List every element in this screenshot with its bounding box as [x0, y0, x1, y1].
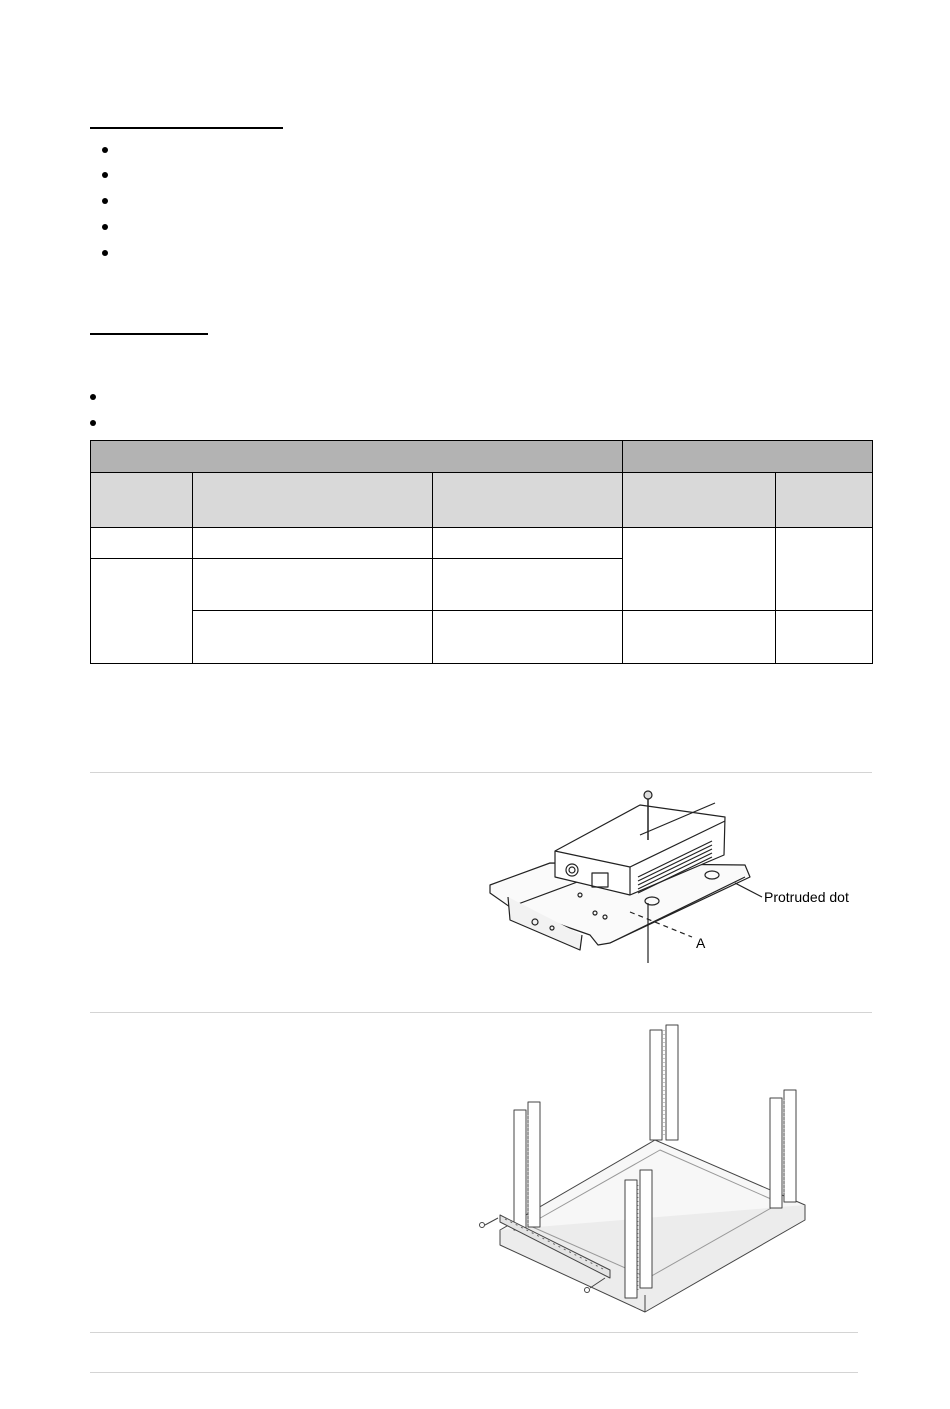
table-cell: [623, 611, 776, 664]
table-cell: [193, 528, 433, 559]
divider: [90, 1012, 872, 1013]
table-cell: [91, 559, 193, 664]
table-cell: [433, 528, 623, 559]
divider: [90, 1332, 858, 1333]
table-subheader-cell: [91, 473, 193, 528]
spec-table: [90, 440, 873, 664]
divider: [90, 772, 872, 773]
list-bullet: [102, 198, 108, 204]
table-cell: [776, 611, 873, 664]
table-subheader-cell: [623, 473, 776, 528]
table-subheader-cell: [776, 473, 873, 528]
table-subheader-cell: [433, 473, 623, 528]
list-bullet: [90, 420, 96, 426]
table-cell: [776, 528, 873, 611]
figure-device-bracket: [480, 785, 870, 970]
list-bullet: [102, 147, 108, 153]
table-cell: [623, 528, 776, 611]
table-header-cell: [91, 441, 623, 473]
table-cell: [433, 559, 623, 611]
list-bullet: [90, 394, 96, 400]
section-heading-underline-2: [90, 333, 208, 335]
table-cell: [433, 611, 623, 664]
divider: [90, 1372, 858, 1373]
table-cell: [193, 559, 433, 611]
page-top: [0, 0, 950, 1]
callout-protruded-dot: Protruded dot: [764, 889, 849, 905]
table-cell: [193, 611, 433, 664]
section-heading-underline-1: [90, 127, 283, 129]
list-bullet: [102, 250, 108, 256]
list-bullet: [102, 172, 108, 178]
figure-rack-cabinet: [470, 1020, 815, 1325]
callout-a: A: [696, 935, 706, 951]
table-header-cell: [623, 441, 873, 473]
table-subheader-cell: [193, 473, 433, 528]
list-bullet: [102, 224, 108, 230]
table-cell: [91, 528, 193, 559]
